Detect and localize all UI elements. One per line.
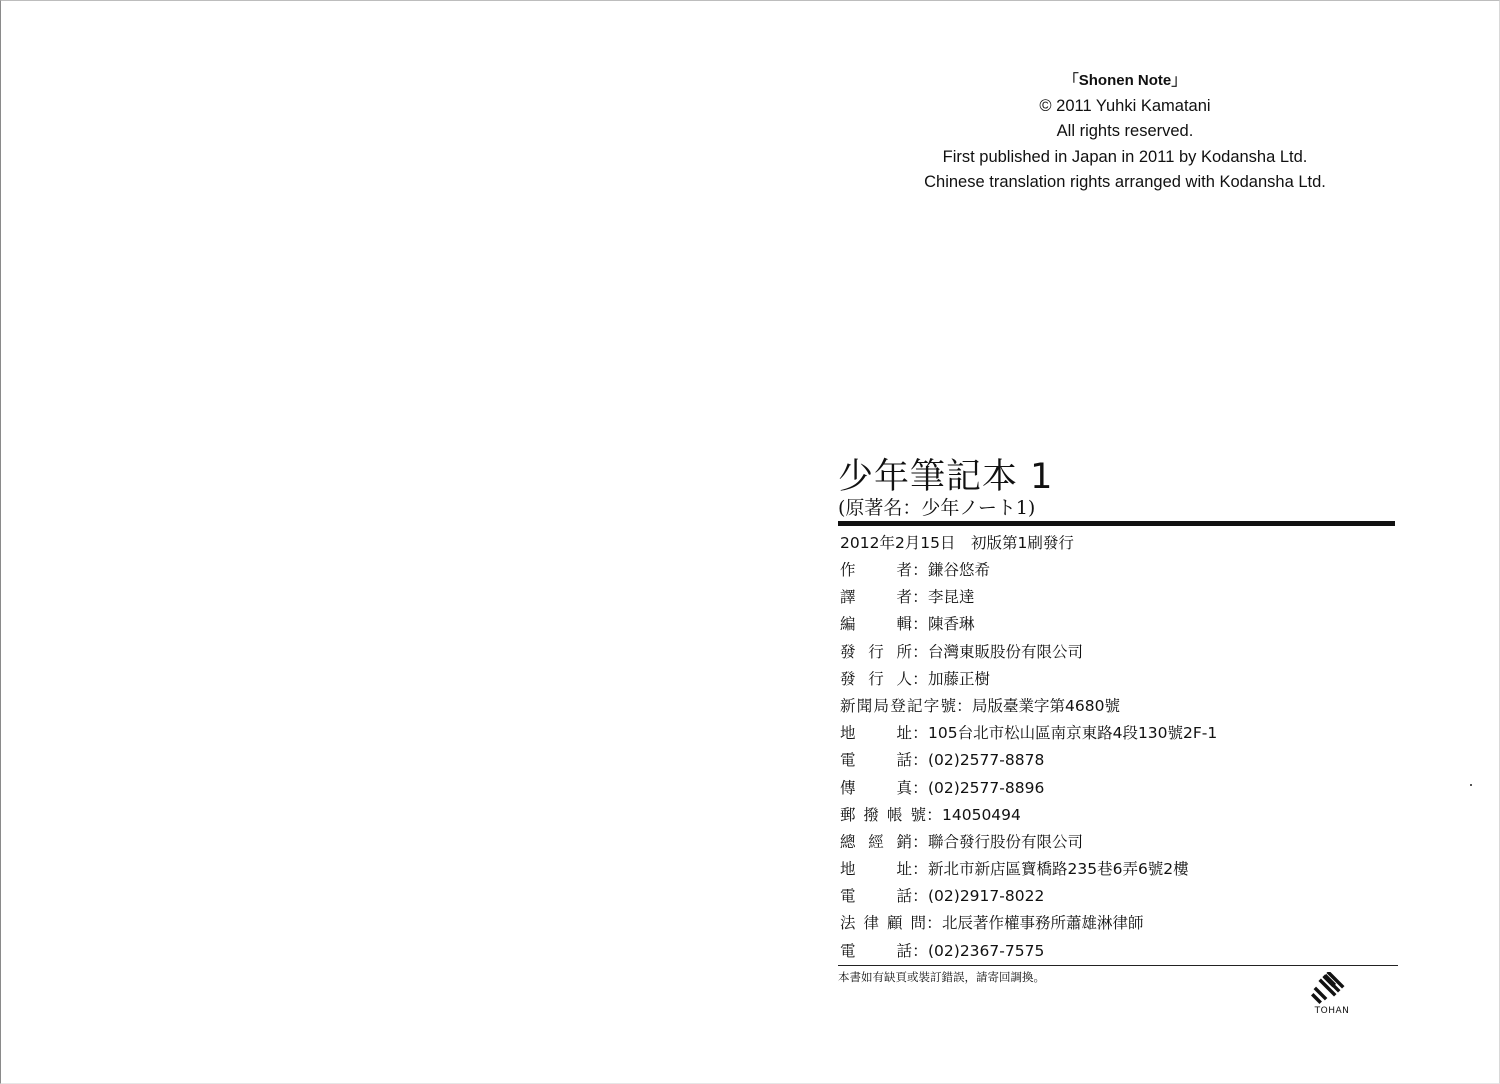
colophon-row — [840, 829, 1400, 856]
colophon-label: 地址 — [840, 860, 912, 879]
colophon-separator: ： — [926, 805, 942, 824]
colophon-label: 總經銷 — [840, 832, 912, 851]
colophon — [840, 530, 1400, 965]
colophon-separator: ： — [912, 561, 928, 579]
colophon-value: (02)2577-8878 — [928, 751, 1045, 770]
colophon-label: 傳真 — [840, 778, 912, 797]
colophon-label: 法律顧問 — [840, 914, 926, 933]
colophon-row — [840, 611, 1400, 638]
colophon-row — [840, 856, 1400, 883]
colophon-separator: ： — [956, 696, 972, 715]
colophon-row — [840, 557, 1400, 584]
colophon-value: 加藤正樹 — [928, 669, 991, 688]
colophon-row — [840, 747, 1400, 774]
title-divider — [838, 521, 1395, 526]
scan-speck — [1470, 784, 1472, 786]
colophon-label: 電話 — [840, 941, 912, 960]
publication-statement: First published in Japan in 2011 by Kodansha Ltd. — [942, 147, 1308, 166]
colophon-value: (02)2367-7575 — [928, 941, 1045, 960]
colophon-label: 發行人 — [840, 669, 912, 688]
colophon-separator: ： — [912, 860, 928, 879]
colophon-separator: ： — [912, 751, 928, 770]
colophon-separator: ： — [912, 642, 928, 661]
replacement-note: 本書如有缺頁或裝訂錯誤，請寄回調換。 — [838, 970, 1045, 984]
tohan-logo-text: TOHAN — [1314, 1006, 1350, 1016]
colophon-separator: ： — [912, 615, 928, 634]
colophon-separator: ： — [912, 941, 928, 960]
colophon-row — [840, 802, 1400, 829]
rights-statement: All rights reserved. — [1056, 122, 1194, 140]
colophon-value: 北辰著作權事務所蕭雄淋律師 — [942, 914, 1144, 933]
colophon-row — [840, 938, 1400, 965]
colophon-row — [840, 693, 1400, 720]
colophon-value: (02)2917-8022 — [928, 887, 1045, 906]
book-title: 少年筆記本 1 — [838, 457, 1054, 497]
colophon-label: 譯者 — [840, 588, 912, 607]
colophon-separator: ： — [912, 669, 928, 688]
colophon-rows — [840, 557, 1400, 965]
colophon-label: 編輯 — [840, 615, 912, 634]
colophon-value: 陳香琳 — [928, 615, 975, 634]
colophon-row — [840, 910, 1400, 937]
colophon-value: 台灣東販股份有限公司 — [928, 642, 1084, 661]
colophon-separator: ： — [926, 914, 942, 933]
colophon-separator: ： — [912, 887, 928, 906]
colophon-separator: ： — [912, 778, 928, 797]
colophon-value: 聯合發行股份有限公司 — [928, 832, 1084, 851]
colophon-value: 105台北市松山區南京東路4段130號2F-1 — [928, 724, 1218, 743]
colophon-separator: ： — [912, 832, 928, 851]
edition-line: 2012年2月15日 初版第1刷發行 — [840, 534, 1074, 552]
colophon-value: 李昆達 — [928, 588, 975, 607]
copyright-owner: © 2011 Yuhki Kamatani — [1039, 96, 1211, 115]
colophon-row — [840, 720, 1400, 747]
colophon-value: 局版臺業字第4680號 — [972, 696, 1120, 715]
colophon-label: 電話 — [840, 751, 912, 770]
original-title: (原著名：少年ノート1) — [838, 497, 1036, 519]
colophon-label: 郵撥帳號 — [840, 805, 926, 824]
colophon-row — [840, 775, 1400, 802]
colophon-label: 地址 — [840, 724, 912, 743]
colophon-value: (02)2577-8896 — [928, 778, 1045, 797]
colophon-separator: ： — [912, 724, 928, 743]
translation-statement: Chinese translation rights arranged with Kodansha Ltd. — [924, 173, 1326, 191]
colophon-separator: ： — [912, 588, 928, 607]
colophon-row — [840, 666, 1400, 693]
colophon-row — [840, 639, 1400, 666]
colophon-value: 鎌谷悠希 — [928, 561, 991, 579]
footer-divider — [838, 965, 1398, 966]
colophon-value: 14050494 — [942, 805, 1021, 824]
colophon-label: 電話 — [840, 887, 912, 906]
copyright-block — [880, 68, 1370, 196]
colophon-row — [840, 883, 1400, 910]
colophon-label: 新聞局登記字號 — [840, 696, 956, 715]
colophon-label: 發行所 — [840, 642, 912, 661]
colophon-value: 新北市新店區寶橋路235巷6弄6號2樓 — [928, 860, 1189, 879]
copyright-title: 「Shonen Note」 — [1063, 72, 1187, 89]
colophon-label: 作者 — [840, 561, 912, 579]
colophon-row — [840, 584, 1400, 611]
